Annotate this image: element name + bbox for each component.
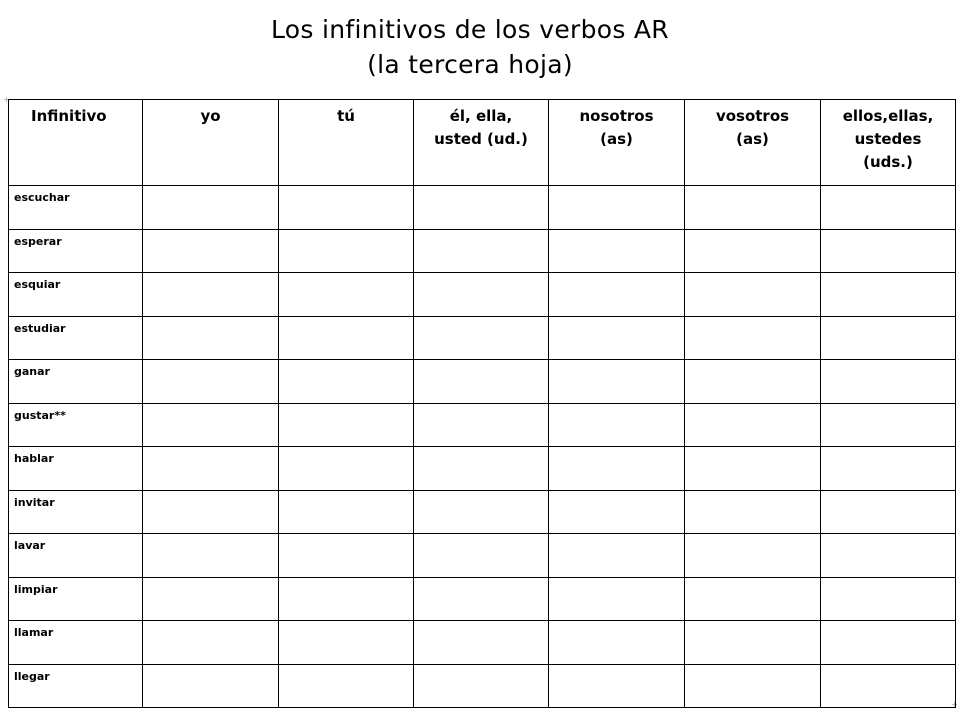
answer-cell-vosotros[interactable] (685, 534, 821, 578)
answer-cell-vosotros[interactable] (685, 316, 821, 360)
answer-cell-tu[interactable] (279, 229, 414, 273)
answer-cell-yo[interactable] (143, 490, 279, 534)
answer-cell-yo[interactable] (143, 273, 279, 317)
header-vosotros: vosotros (as) (685, 100, 821, 186)
header-row (9, 100, 956, 186)
answer-cell-vosotros[interactable] (685, 273, 821, 317)
answer-cell-vosotros[interactable] (685, 403, 821, 447)
answer-cell-tu[interactable] (279, 490, 414, 534)
answer-cell-vosotros[interactable] (685, 447, 821, 491)
answer-cell-ellos[interactable] (821, 447, 956, 491)
table-row (9, 360, 956, 404)
header-el-ella-usted: él, ella, usted (ud.) (414, 100, 549, 186)
answer-cell-tu[interactable] (279, 621, 414, 665)
answer-cell-nosotros[interactable] (549, 577, 685, 621)
answer-cell-tu[interactable] (279, 186, 414, 230)
table-row (9, 577, 956, 621)
header-tu: tú (279, 100, 414, 186)
answer-cell-ellos[interactable] (821, 664, 956, 708)
corner-mark-top-left: + (3, 95, 10, 104)
table-row (9, 316, 956, 360)
answer-cell-tu[interactable] (279, 360, 414, 404)
answer-cell-vosotros[interactable] (685, 577, 821, 621)
answer-cell-yo[interactable] (143, 534, 279, 578)
answer-cell-yo[interactable] (143, 403, 279, 447)
title-line-1: Los infinitivos de los verbos AR (271, 15, 669, 44)
verb-cell: lavar (9, 534, 143, 578)
answer-cell-vosotros[interactable] (685, 621, 821, 665)
header-infinitivo: Infinitivo (9, 100, 143, 186)
table-row (9, 534, 956, 578)
verb-cell: esperar (9, 229, 143, 273)
answer-cell-vosotros[interactable] (685, 664, 821, 708)
answer-cell-yo[interactable] (143, 186, 279, 230)
answer-cell-ellos[interactable] (821, 273, 956, 317)
answer-cell-tu[interactable] (279, 534, 414, 578)
answer-cell-nosotros[interactable] (549, 534, 685, 578)
verb-cell: esquiar (9, 273, 143, 317)
answer-cell-nosotros[interactable] (549, 273, 685, 317)
table-row (9, 229, 956, 273)
answer-cell-tu[interactable] (279, 447, 414, 491)
answer-cell-yo[interactable] (143, 621, 279, 665)
answer-cell-yo[interactable] (143, 360, 279, 404)
table-row (9, 447, 956, 491)
answer-cell-el[interactable] (414, 360, 549, 404)
answer-cell-el[interactable] (414, 621, 549, 665)
conjugation-table (8, 99, 956, 708)
answer-cell-tu[interactable] (279, 403, 414, 447)
answer-cell-vosotros[interactable] (685, 490, 821, 534)
answer-cell-nosotros[interactable] (549, 490, 685, 534)
answer-cell-ellos[interactable] (821, 186, 956, 230)
answer-cell-nosotros[interactable] (549, 447, 685, 491)
answer-cell-yo[interactable] (143, 316, 279, 360)
verb-cell: gustar** (9, 403, 143, 447)
verb-cell: limpiar (9, 577, 143, 621)
answer-cell-nosotros[interactable] (549, 316, 685, 360)
answer-cell-tu[interactable] (279, 664, 414, 708)
header-yo: yo (143, 100, 279, 186)
table-row (9, 403, 956, 447)
answer-cell-nosotros[interactable] (549, 403, 685, 447)
table-row (9, 186, 956, 230)
answer-cell-nosotros[interactable] (549, 360, 685, 404)
header-nosotros: nosotros (as) (549, 100, 685, 186)
corner-mark-bottom-right: + (951, 700, 958, 709)
answer-cell-el[interactable] (414, 186, 549, 230)
answer-cell-tu[interactable] (279, 273, 414, 317)
verb-cell: llegar (9, 664, 143, 708)
answer-cell-el[interactable] (414, 664, 549, 708)
answer-cell-vosotros[interactable] (685, 186, 821, 230)
verb-cell: estudiar (9, 316, 143, 360)
verb-cell: escuchar (9, 186, 143, 230)
answer-cell-ellos[interactable] (821, 360, 956, 404)
answer-cell-ellos[interactable] (821, 316, 956, 360)
answer-cell-el[interactable] (414, 577, 549, 621)
answer-cell-ellos[interactable] (821, 403, 956, 447)
page-title (0, 12, 940, 82)
answer-cell-yo[interactable] (143, 447, 279, 491)
answer-cell-yo[interactable] (143, 664, 279, 708)
answer-cell-tu[interactable] (279, 577, 414, 621)
answer-cell-el[interactable] (414, 403, 549, 447)
answer-cell-nosotros[interactable] (549, 664, 685, 708)
table-row (9, 273, 956, 317)
verb-cell: ganar (9, 360, 143, 404)
answer-cell-ellos[interactable] (821, 621, 956, 665)
answer-cell-vosotros[interactable] (685, 229, 821, 273)
answer-cell-el[interactable] (414, 316, 549, 360)
table-row (9, 490, 956, 534)
answer-cell-ellos[interactable] (821, 577, 956, 621)
verb-cell: llamar (9, 621, 143, 665)
verb-cell: invitar (9, 490, 143, 534)
table-row (9, 621, 956, 665)
answer-cell-el[interactable] (414, 490, 549, 534)
verb-cell: hablar (9, 447, 143, 491)
answer-cell-ellos[interactable] (821, 490, 956, 534)
answer-cell-yo[interactable] (143, 577, 279, 621)
answer-cell-el[interactable] (414, 534, 549, 578)
answer-cell-nosotros[interactable] (549, 229, 685, 273)
answer-cell-vosotros[interactable] (685, 360, 821, 404)
table-row (9, 664, 956, 708)
answer-cell-ellos[interactable] (821, 229, 956, 273)
answer-cell-el[interactable] (414, 447, 549, 491)
answer-cell-el[interactable] (414, 273, 549, 317)
answer-cell-ellos[interactable] (821, 534, 956, 578)
answer-cell-tu[interactable] (279, 316, 414, 360)
answer-cell-yo[interactable] (143, 229, 279, 273)
answer-cell-nosotros[interactable] (549, 621, 685, 665)
answer-cell-nosotros[interactable] (549, 186, 685, 230)
answer-cell-el[interactable] (414, 229, 549, 273)
header-ellos-ellas-ustedes: ellos,ellas, ustedes (uds.) (821, 100, 956, 186)
title-line-2: (la tercera hoja) (367, 50, 573, 79)
